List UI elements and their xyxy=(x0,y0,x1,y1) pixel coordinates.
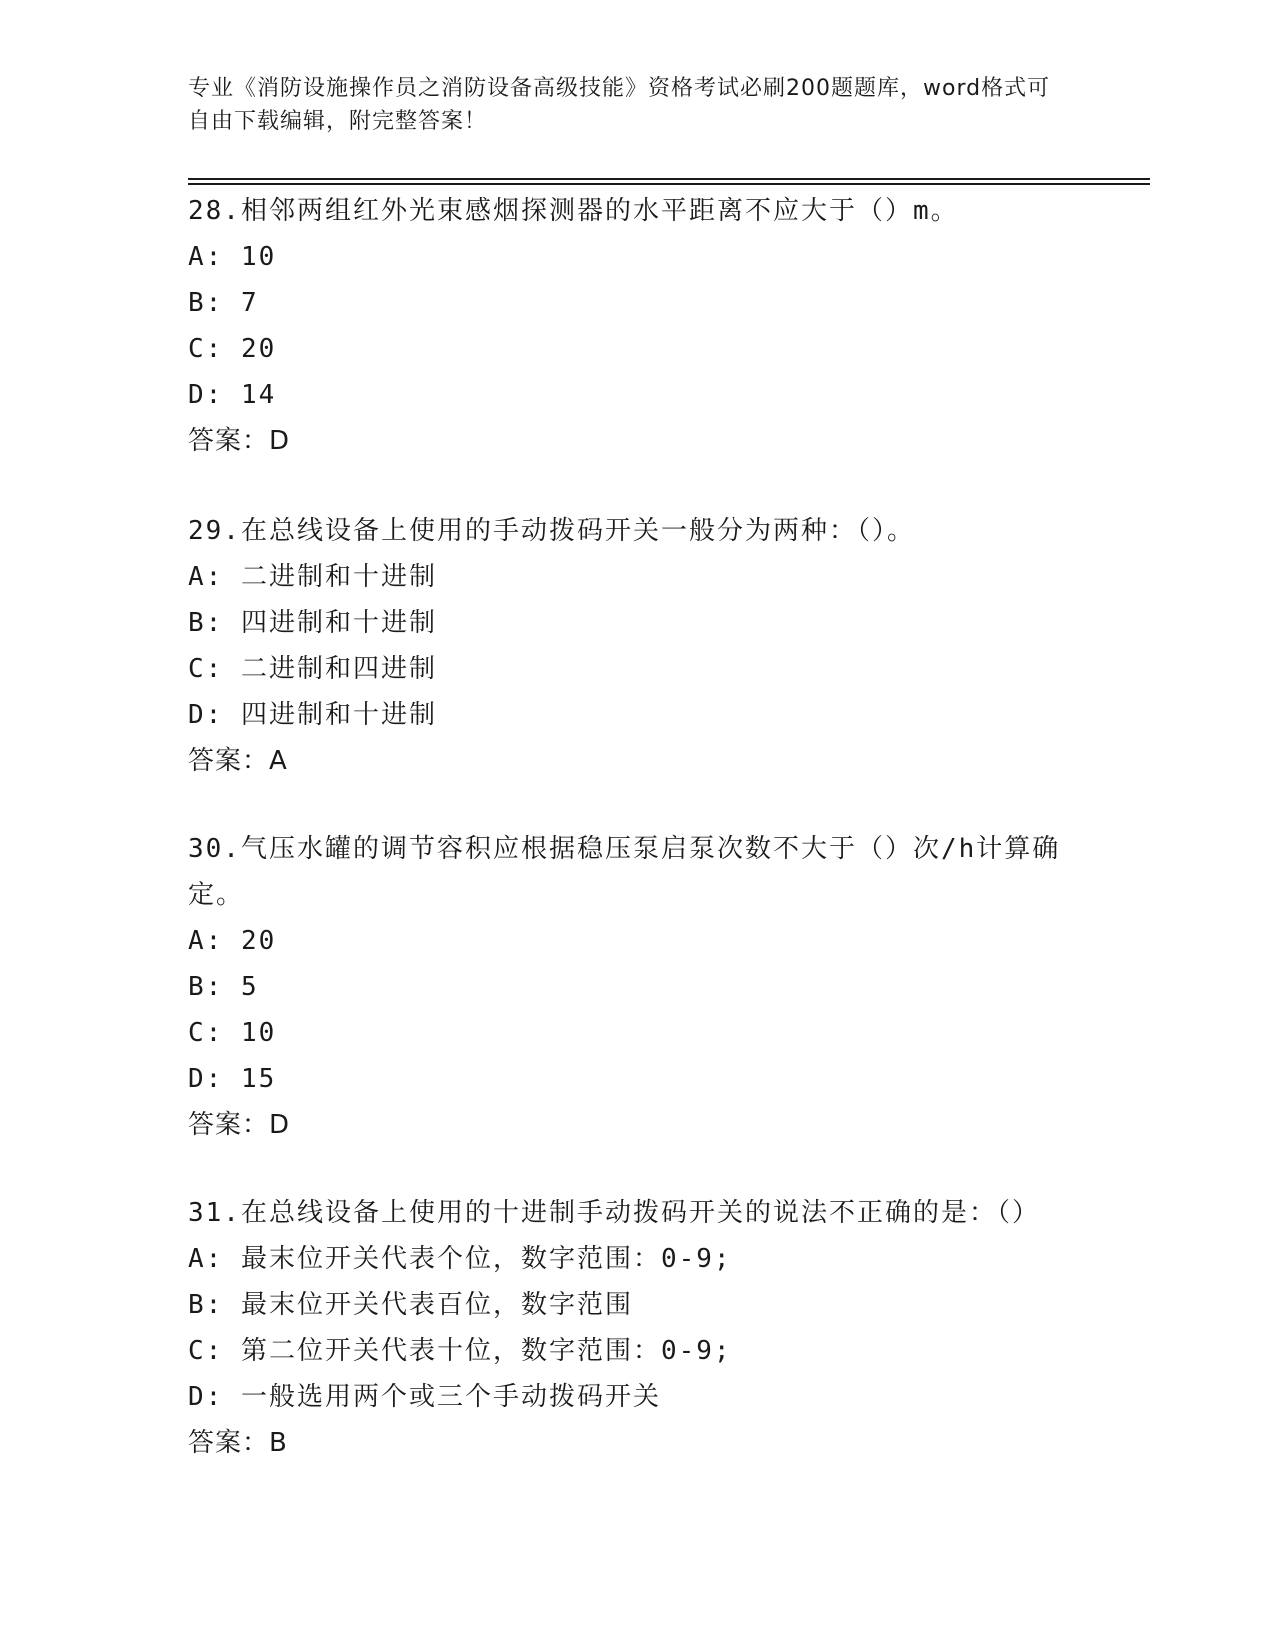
option-a: A: 20 xyxy=(188,926,277,956)
option-c: C: 第二位开关代表十位，数字范围：0-9; xyxy=(188,1336,732,1366)
option-b: B: 四进制和十进制 xyxy=(188,608,437,638)
option-b: B: 7 xyxy=(188,288,259,318)
answer: 答案：D xyxy=(188,426,291,456)
option-b: B: 最末位开关代表百位，数字范围 xyxy=(188,1290,633,1320)
option-d: D: 四进制和十进制 xyxy=(188,700,437,730)
answer: 答案：A xyxy=(188,746,288,776)
question-stem: 31.在总线设备上使用的十进制手动拨码开关的说法不正确的是：（） xyxy=(188,1198,1040,1228)
document-intro: 专业《消防设施操作员之消防设备高级技能》资格考试必刷200题题库，word格式可自由下载编辑，附完整答案！ xyxy=(188,76,1051,134)
option-a: A: 10 xyxy=(188,242,277,272)
header-divider-bottom xyxy=(188,183,1150,185)
option-d: D: 一般选用两个或三个手动拨码开关 xyxy=(188,1382,661,1412)
answer: 答案：B xyxy=(188,1428,288,1458)
option-a: A: 最末位开关代表个位，数字范围：0-9; xyxy=(188,1244,732,1274)
question-stem: 29.在总线设备上使用的手动拨码开关一般分为两种：（）。 xyxy=(188,516,915,546)
option-d: D: 14 xyxy=(188,380,277,410)
question-29 xyxy=(188,508,1088,784)
option-c: C: 20 xyxy=(188,334,277,364)
question-31 xyxy=(188,1190,1088,1466)
answer: 答案：D xyxy=(188,1110,291,1140)
question-stem: 28.相邻两组红外光束感烟探测器的水平距离不应大于（）m。 xyxy=(188,196,959,226)
question-30 xyxy=(188,826,1088,1148)
option-d: D: 15 xyxy=(188,1064,277,1094)
option-c: C: 10 xyxy=(188,1018,277,1048)
header-divider-top xyxy=(188,178,1150,180)
option-b: B: 5 xyxy=(188,972,259,1002)
option-c: C: 二进制和四进制 xyxy=(188,654,437,684)
question-28 xyxy=(188,188,1088,464)
question-stem: 30.气压水罐的调节容积应根据稳压泵启泵次数不大于（）次/h计算确定。 xyxy=(188,834,1061,910)
option-a: A: 二进制和十进制 xyxy=(188,562,437,592)
